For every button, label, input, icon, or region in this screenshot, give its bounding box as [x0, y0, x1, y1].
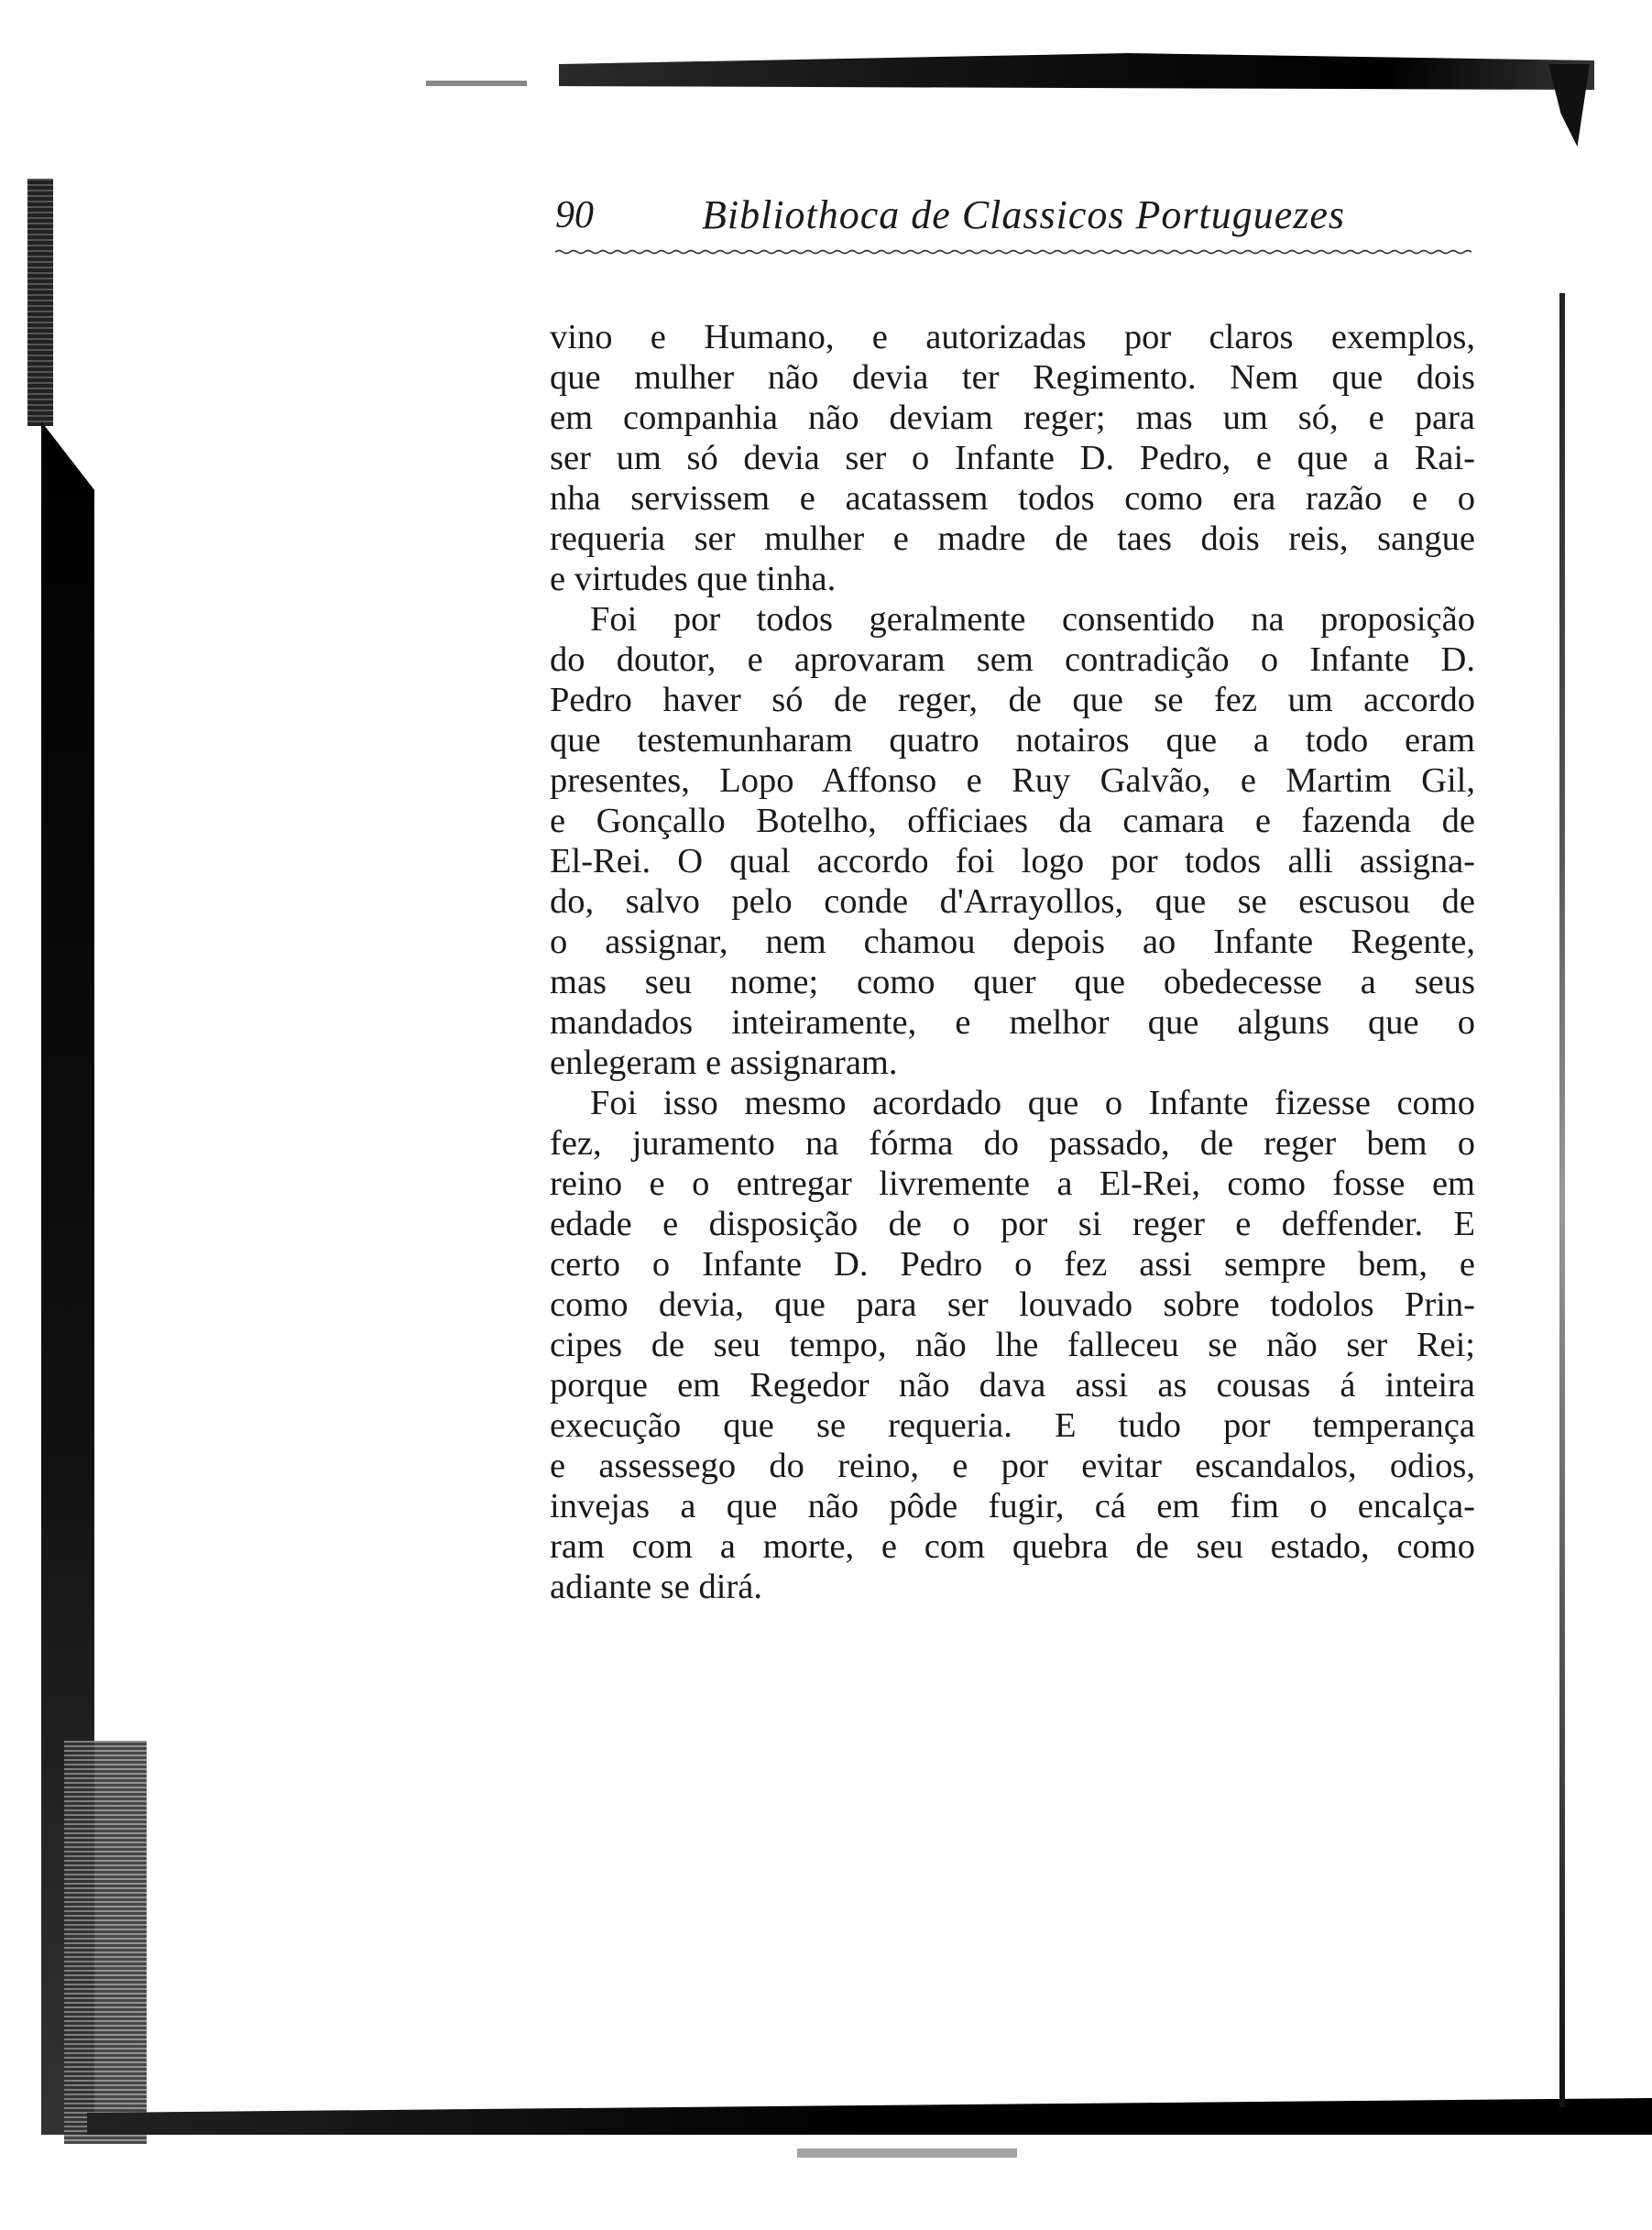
text-line: vino e Humano, e autorizadas por claros exemplos,: [550, 318, 1475, 356]
scan-border-right: [1559, 293, 1565, 2107]
scan-streak-bottom: [797, 2148, 1017, 2158]
paragraph-1: [550, 317, 1475, 599]
text-line: adiante se dirá.: [550, 1568, 762, 1606]
text-line: como devia, que para ser louvado sobre todolos Prin-: [550, 1285, 1475, 1324]
text-line: em companhia não deviam reger; mas um só, e para: [550, 399, 1475, 437]
text-line: que testemunharam quatro notairos que a todo eram: [550, 721, 1475, 760]
text-line: o assignar, nem chamou depois ao Infante Regente,: [550, 923, 1475, 961]
text-line: invejas a que não pôde fugir, cá em fim o encalça-: [550, 1487, 1475, 1525]
text-line: e assessego do reino, e por evitar escandalos, odios,: [550, 1447, 1475, 1485]
body-text: [550, 317, 1475, 1607]
text-line: execução que se requeria. E tudo por temperança: [550, 1406, 1475, 1445]
running-header: [555, 188, 1471, 243]
running-title: Bibliothoca de Classicos Portuguezes: [702, 192, 1346, 237]
text-line: nha servissem e acatassem todos como era razão e o: [550, 479, 1475, 518]
text-line: que mulher não devia ter Regimento. Nem que dois: [550, 358, 1475, 397]
text-line: mandados inteiramente, e melhor que alguns que o: [550, 1003, 1475, 1042]
text-line: presentes, Lopo Affonso e Ruy Galvão, e Martim Gil,: [550, 761, 1475, 800]
text-line: ram com a morte, e com quebra de seu estado, como: [550, 1527, 1475, 1566]
text-line: fez, juramento na fórma do passado, de reger bem o: [550, 1124, 1475, 1163]
text-line: Pedro haver só de reger, de que se fez um accordo: [550, 681, 1475, 719]
text-line: do, salvo pelo conde d'Arrayollos, que se escusou de: [550, 882, 1475, 921]
text-line: edade e disposição de o por si reger e deffender. E: [550, 1205, 1475, 1243]
text-line: El-Rei. O qual accordo foi logo por todos alli assigna-: [550, 842, 1475, 880]
text-line: reino e o entregar livremente a El-Rei, como fosse em: [550, 1164, 1475, 1203]
text-line: certo o Infante D. Pedro o fez assi sempre bem, e: [550, 1245, 1475, 1284]
paragraph-2: [550, 599, 1475, 1083]
text-line: enlegeram e assignaram.: [550, 1044, 898, 1082]
page-number: 90: [555, 194, 594, 236]
text-line: porque em Regedor não dava assi as cousas á inteira: [550, 1366, 1475, 1405]
text-line: mas seu nome; como quer que obedecesse a seus: [550, 963, 1475, 1001]
header-wavy-rule: [555, 247, 1471, 257]
text-line: Foi por todos geralmente consentido na proposição: [590, 600, 1475, 639]
scan-border-bottom: [87, 2098, 1652, 2135]
text-line: do doutor, e aprovaram sem contradição o Infante D.: [550, 640, 1475, 679]
scan-border-top: [559, 53, 1594, 90]
text-line: requeria ser mulher e madre de taes dois reis, sangue: [550, 519, 1475, 558]
scan-border-left-upper: [27, 179, 53, 426]
scan-streak-top-left: [426, 81, 527, 86]
text-line: Foi isso mesmo acordado que o Infante fizesse como: [590, 1084, 1475, 1122]
scan-border-top-right: [1548, 64, 1590, 147]
text-line: e Gonçallo Botelho, officiaes da camara e fazenda de: [550, 802, 1475, 840]
scan-border-left-lower: [64, 1741, 147, 2144]
text-line: ser um só devia ser o Infante D. Pedro, e que a Rai-: [550, 439, 1475, 477]
text-line: cipes de seu tempo, não lhe falleceu se não ser Rei;: [550, 1326, 1475, 1364]
paragraph-3: [550, 1083, 1475, 1607]
text-line: e virtudes que tinha.: [550, 560, 837, 598]
